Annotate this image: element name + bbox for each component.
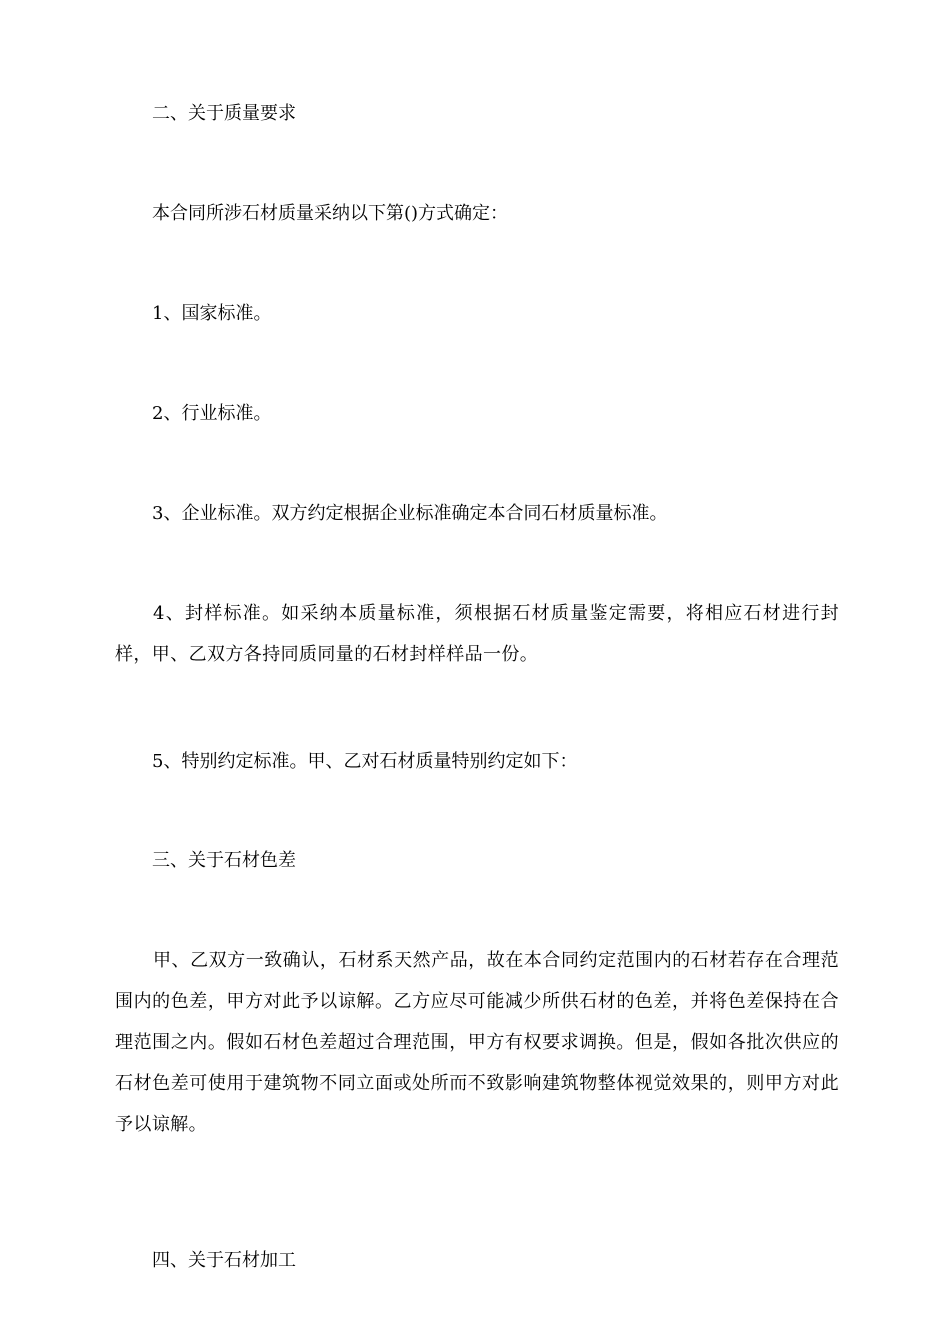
list-item-national-standard: 1、国家标准。	[152, 303, 272, 324]
section-heading-processing: 四、关于石材加工	[152, 1250, 296, 1271]
color-difference-paragraph: 甲、乙双方一致确认，石材系天然产品，故在本合同约定范围内的石材若存在合理范围内的色差，甲方对此予以谅解。乙方应尽可能减少所供石材的色差，并将色差保持在合理范围之内。假如石材色差超过合理范围，甲方有权要求调换。但是，假如各批次供应的石材色差可使用于建筑物不同立面或处所而不致影响建筑物整体视觉效果的，则甲方对此予以谅解。	[115, 950, 839, 1135]
section-heading-quality: 二、关于质量要求	[152, 103, 296, 124]
list-item-enterprise-standard: 3、企业标准。双方约定根据企业标准确定本合同石材质量标准。	[152, 503, 668, 524]
list-item-sealed-sample-standard: 4、封样标准。如采纳本质量标准，须根据石材质量鉴定需要，将相应石材进行封样，甲、乙双方各持同质同量的石材封样样品一份。	[115, 603, 839, 665]
section-heading-color-difference: 三、关于石材色差	[152, 850, 296, 871]
list-item-industry-standard: 2、行业标准。	[152, 403, 272, 424]
list-item-special-standard: 5、特别约定标准。甲、乙对石材质量特别约定如下：	[152, 751, 578, 772]
quality-intro: 本合同所涉石材质量采纳以下第()方式确定：	[152, 203, 509, 224]
